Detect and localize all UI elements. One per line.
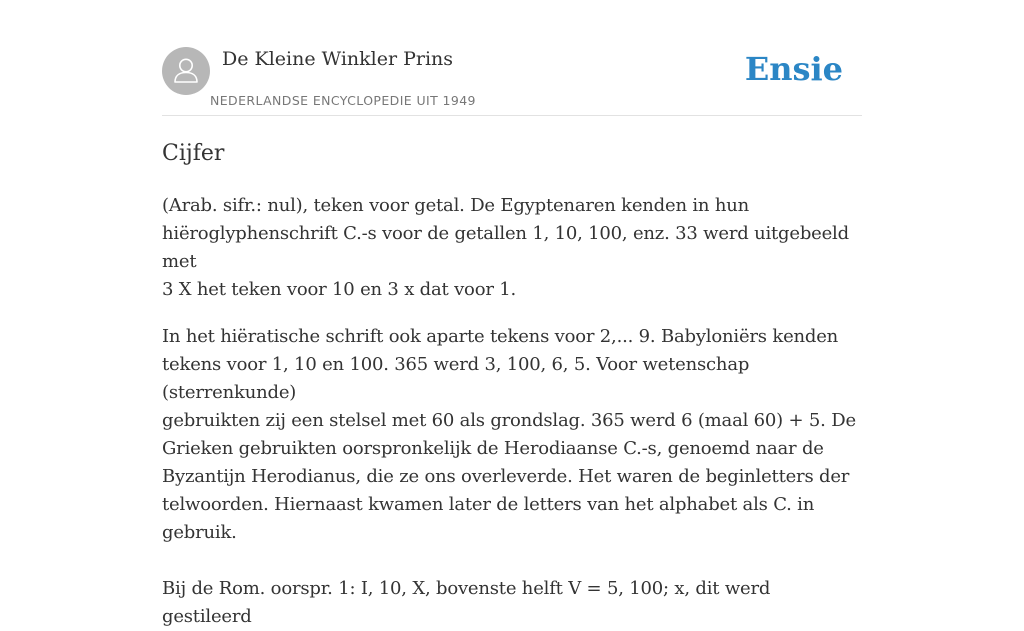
article (162, 138, 862, 631)
article-paragraph: In het hiëratische schrift ook aparte tekens voor 2,... 9. Babyloniërs kenden tekens voor 1, 10 en 100. 365 werd 3, 100, 6, 5. Voor wetenschap (sterrenkunde) gebruikten zij een stelsel met 60 als grondslag. 365 werd 6 (maal 60) + 5. De Grieken gebruikten oorspronkelijk de Herodiaanse C.-s, genoemd naar de Byzantijn Herodianus, die ze ons overleverde. Het waren de beginletters der telwoorden. Hiernaast kwamen later de letters van het alphabet als C. in gebruik. Bij de Rom. oorspr. 1: I, 10, X, bovenste helft V = 5, 100; x, dit werd gestileerd (162, 326, 856, 627)
article-paragraph: (Arab. sifr.: nul), teken voor getal. De Egyptenaren kenden in hun hiëroglyphenschrift C.-s voor de getallen 1, 10, 100, enz. 33 werd uitgebeeld met 3 X het teken voor 10 en 3 x dat voor 1. (162, 195, 849, 300)
source-subtitle: NEDERLANDSE ENCYCLOPEDIE UIT 1949 (210, 93, 476, 108)
header (162, 46, 862, 116)
author-avatar[interactable] (162, 47, 210, 95)
author-name[interactable]: De Kleine Winkler Prins (222, 48, 454, 70)
user-icon (162, 47, 210, 95)
ensie-logo[interactable]: Ensie (744, 50, 843, 88)
page-title: Cijfer (162, 141, 225, 166)
